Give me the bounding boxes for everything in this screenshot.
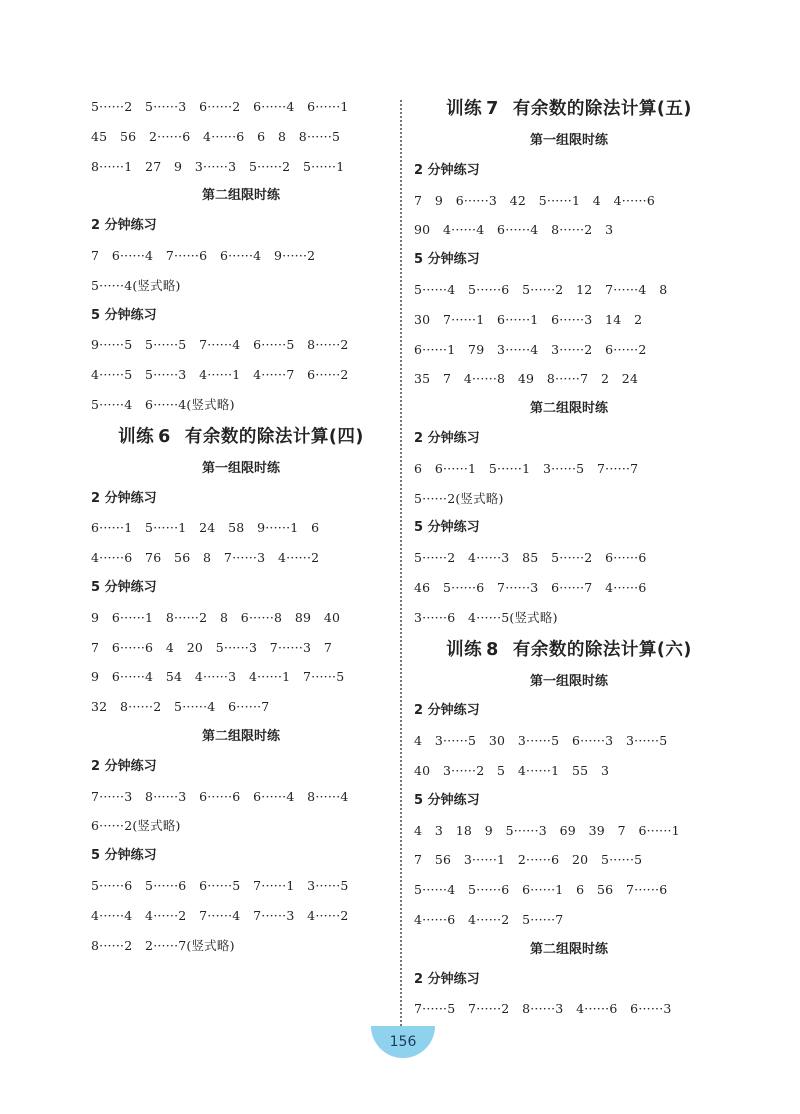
practice-heading: 5 分钟练习 — [414, 252, 480, 268]
left-column — [91, 92, 391, 960]
practice-heading: 2 分钟练习 — [414, 971, 480, 987]
group-heading: 第一组限时练 — [529, 133, 608, 148]
practice-heading: 5 分钟练习 — [414, 792, 480, 808]
answer-line: 32 8······2 5······4 6······7 — [91, 699, 270, 715]
group-heading: 第二组限时练 — [529, 941, 608, 957]
group-heading: 第一组限时练 — [529, 673, 608, 689]
answer-line: 9 6······1 8······2 8 6······8 89 40 — [91, 609, 341, 625]
practice-heading: 2 分钟练习 — [414, 703, 480, 719]
answer-line: 35 7 4······8 49 8······7 2 24 — [414, 371, 639, 387]
answer-line: 5······4 6······4(竖式略) — [91, 396, 235, 412]
answer-line: 7······3 8······3 6······6 6······4 8······4 — [91, 788, 349, 804]
practice-heading: 2 分钟练习 — [91, 490, 157, 506]
answer-line: 5······4 5······6 5······2 12 7······4 8 — [414, 281, 668, 297]
answer-line: 8······2 2······7(竖式略) — [91, 937, 235, 953]
answer-line: 5······2(竖式略) — [414, 490, 504, 506]
column-divider — [400, 100, 402, 1030]
section-title-label: 训练 — [446, 639, 483, 660]
answer-line: 6······1 5······1 24 58 9······1 6 — [91, 520, 320, 536]
page-number-badge — [371, 1026, 435, 1058]
answer-line: 9······5 5······5 7······4 6······5 8······2 — [91, 337, 349, 353]
practice-heading: 2 分钟练习 — [414, 162, 480, 178]
answer-line: 7 56 3······1 2······6 20 5······5 — [414, 852, 643, 868]
practice-heading: 2 分钟练习 — [414, 430, 480, 446]
section-title-number: 7 — [486, 99, 499, 119]
answer-line: 90 4······4 6······4 8······2 3 — [414, 222, 614, 238]
answer-line: 46 5······6 7······3 6······7 4······6 — [414, 579, 647, 595]
section-title — [414, 92, 724, 126]
answer-line: 7 6······4 7······6 6······4 9······2 — [91, 247, 316, 263]
answer-line: 5······4(竖式略) — [91, 277, 181, 293]
section-title-text: 有余数的除法计算(五) — [512, 99, 692, 119]
section-title-text: 有余数的除法计算(六) — [512, 639, 692, 660]
answer-line: 6······1 79 3······4 3······2 6······2 — [414, 341, 647, 357]
answer-line: 4 3 18 9 5······3 69 39 7 6······1 — [414, 822, 680, 838]
section-title — [414, 633, 724, 667]
practice-heading: 5 分钟练习 — [91, 579, 157, 595]
answer-line: 5······2 4······3 85 5······2 6······6 — [414, 550, 647, 566]
practice-heading: 5 分钟练习 — [91, 848, 157, 864]
answer-line: 6 6······1 5······1 3······5 7······7 — [414, 460, 639, 476]
answer-line: 5······2 5······3 6······2 6······4 6······1 — [91, 99, 349, 114]
section-title-label: 训练 — [446, 99, 483, 119]
answer-line: 6······2(竖式略) — [91, 818, 181, 834]
section-title-text: 有余数的除法计算(四) — [184, 426, 364, 447]
answer-line: 4······6 76 56 8 7······3 4······2 — [91, 550, 320, 566]
group-heading: 第一组限时练 — [201, 460, 280, 476]
section-title-label: 训练 — [118, 426, 155, 447]
group-heading: 第二组限时练 — [201, 728, 280, 744]
answer-line: 7 6······6 4 20 5······3 7······3 7 — [91, 639, 333, 655]
answer-line: 3······6 4······5(竖式略) — [414, 609, 558, 625]
answer-line: 40 3······2 5 4······1 55 3 — [414, 762, 610, 778]
practice-heading: 2 分钟练习 — [91, 758, 157, 774]
answer-line: 45 56 2······6 4······6 6 8 8······5 — [91, 128, 341, 144]
answer-line: 4······5 5······3 4······1 4······7 6······2 — [91, 367, 349, 383]
answer-line: 9 6······4 54 4······3 4······1 7······5 — [91, 669, 345, 685]
answer-line: 4······6 4······2 5······7 — [414, 911, 564, 927]
page-number: 156 — [389, 1034, 417, 1050]
group-heading: 第二组限时练 — [529, 401, 608, 417]
answer-line: 5······6 5······6 6······5 7······1 3······5 — [91, 877, 349, 893]
section-title — [91, 420, 391, 454]
practice-heading: 5 分钟练习 — [91, 307, 157, 323]
answer-line: 4······4 4······2 7······4 7······3 4······2 — [91, 907, 349, 923]
practice-heading: 2 分钟练习 — [91, 218, 157, 234]
right-column — [414, 92, 724, 1024]
answer-line: 4 3······5 30 3······5 6······3 3······5 — [414, 733, 668, 749]
section-title-number: 6 — [158, 426, 171, 447]
group-heading: 第二组限时练 — [201, 188, 280, 204]
answer-line: 7······5 7······2 8······3 4······6 6······3 — [414, 1001, 672, 1017]
section-title-number: 8 — [486, 639, 499, 660]
practice-heading: 5 分钟练习 — [414, 520, 480, 536]
answer-line: 5······4 5······6 6······1 6 56 7······6 — [414, 882, 668, 898]
answer-line: 7 9 6······3 42 5······1 4 4······6 — [414, 192, 656, 208]
answer-line: 8······1 27 9 3······3 5······2 5······1 — [91, 158, 345, 174]
answer-line: 30 7······1 6······1 6······3 14 2 — [414, 311, 643, 327]
